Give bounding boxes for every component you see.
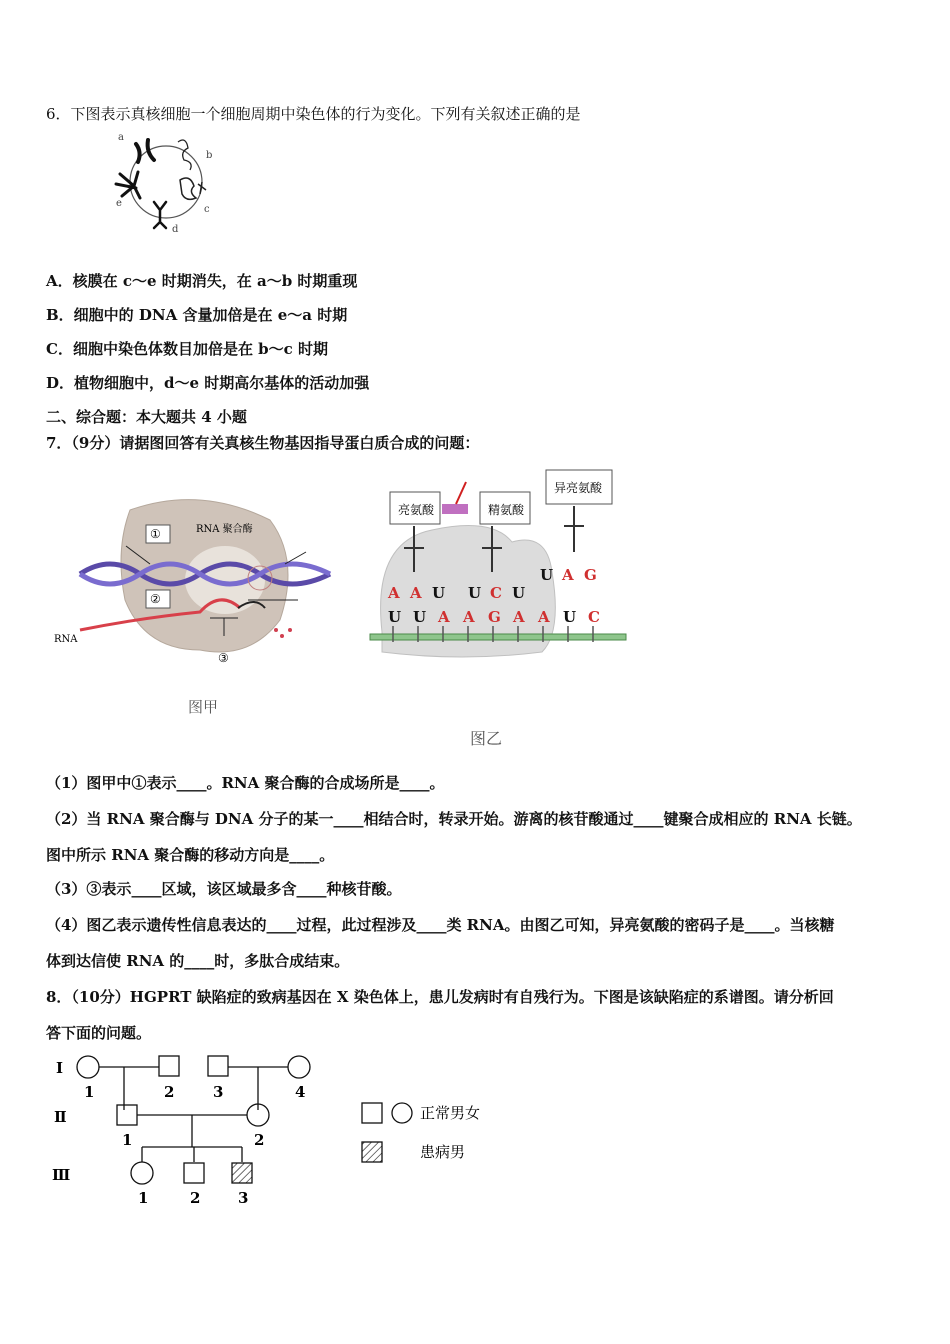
fig-label-b: b xyxy=(206,150,213,161)
mrna-base-9: C xyxy=(588,608,600,626)
figure-jia-caption: 图甲 xyxy=(188,698,219,716)
q6-option-a: A．核膜在 c～e 时期消失，在 a～b 时期重现 xyxy=(46,272,358,290)
gen1-male-2 xyxy=(159,1056,179,1076)
anticodon-3-base-1: U xyxy=(540,566,554,584)
gen1-female-4 xyxy=(288,1056,310,1078)
mrna-base-1: U xyxy=(388,608,402,626)
gen1-female-1 xyxy=(77,1056,99,1078)
q7-sub-3: （3）③表示____区域，该区域最多含____种核苷酸。 xyxy=(46,880,402,898)
g1-num-2: 2 xyxy=(164,1083,175,1101)
q8-stem-2: 答下面的问题。 xyxy=(46,1024,152,1042)
q7-sub-2-cont: 图中所示 RNA 聚合酶的移动方向是____。 xyxy=(46,846,335,864)
g3-num-3: 3 xyxy=(238,1189,249,1207)
g3-num-2: 2 xyxy=(190,1189,201,1207)
mrna-base-3: A xyxy=(438,608,450,626)
q7-sub-2: （2）当 RNA 聚合酶与 DNA 分子的某一____相结合时，转录开始。游离的核苷酸通过____键聚合成相应的 RNA 长链。 xyxy=(46,810,862,828)
legend-affected-male xyxy=(362,1142,382,1162)
g2-num-2: 2 xyxy=(254,1131,265,1149)
fig-label-d: d xyxy=(172,224,179,235)
gen-label-1: Ⅰ xyxy=(56,1059,64,1077)
mrna-base-8: U xyxy=(563,608,577,626)
q6-option-c: C．细胞中染色体数目加倍是在 b～c 时期 xyxy=(46,340,329,358)
anticodon-2-base-1: U xyxy=(468,584,482,602)
figure-yi-caption: 图乙 xyxy=(470,729,503,748)
legend-normal-male xyxy=(362,1103,382,1123)
mrna-base-4: A xyxy=(463,608,475,626)
g2-num-1: 1 xyxy=(122,1131,133,1149)
q6-stem: 6．下图表示真核细胞一个细胞周期中染色体的行为变化。下列有关叙述正确的是 xyxy=(46,105,581,123)
section-heading: 二、综合题：本大题共 4 小题 xyxy=(46,408,247,426)
fig-label-c: c xyxy=(204,204,210,215)
mrna-base-2: U xyxy=(413,608,427,626)
rna-polymerase-label: RNA 聚合酶 xyxy=(196,524,253,535)
aa-isoleucine: 异亮氨酸 xyxy=(554,481,603,495)
mrna-base-5: G xyxy=(488,608,501,626)
anticodon-1-base-1: A xyxy=(388,584,400,602)
gen3-female-1 xyxy=(131,1162,153,1184)
g1-num-3: 3 xyxy=(213,1083,224,1101)
figure-yi xyxy=(362,462,642,752)
anticodon-3-base-2: A xyxy=(562,566,574,584)
rna-label: RNA xyxy=(54,634,78,645)
q7-sub-1: （1）图甲中①表示____。RNA 聚合酶的合成场所是____。 xyxy=(46,774,445,792)
g3-num-1: 1 xyxy=(138,1189,149,1207)
mrna-base-6: A xyxy=(513,608,525,626)
anticodon-2-base-2: C xyxy=(490,584,502,602)
q7-sub-4-cont: 体到达信使 RNA 的____时，多肽合成结束。 xyxy=(46,952,350,970)
q7-stem: 7．（9分）请据图回答有关真核生物基因指导蛋白质合成的问题： xyxy=(46,434,480,452)
pedigree-chart xyxy=(46,1050,526,1220)
fig-label-a: a xyxy=(118,132,124,143)
cell-cycle-figure xyxy=(108,128,228,238)
marker-3: ③ xyxy=(218,651,229,665)
g1-num-1: 1 xyxy=(84,1083,95,1101)
anticodon-2-base-3: U xyxy=(512,584,526,602)
gen-label-3: Ⅲ xyxy=(52,1166,71,1184)
gen3-affected-male-3 xyxy=(232,1163,252,1183)
g1-num-4: 4 xyxy=(295,1083,306,1101)
legend-normal-label: 正常男女 xyxy=(420,1104,481,1122)
marker-1: ① xyxy=(150,527,161,541)
gen2-male-1 xyxy=(117,1105,137,1125)
anticodon-1-base-2: A xyxy=(410,584,422,602)
q6-option-d: D．植物细胞中，d～e 时期高尔基体的活动加强 xyxy=(46,374,370,392)
legend-affected-label: 患病男 xyxy=(420,1143,466,1161)
q7-sub-4: （4）图乙表示遗传性信息表达的____过程，此过程涉及____类 RNA。由图乙可知，异亮氨酸的密码子是____。当核糖 xyxy=(46,916,835,934)
gen3-male-2 xyxy=(184,1163,204,1183)
gen-label-2: Ⅱ xyxy=(54,1108,67,1126)
marker-2: ② xyxy=(150,592,161,606)
mrna-base-7: A xyxy=(538,608,550,626)
aa-arginine: 精氨酸 xyxy=(488,503,525,517)
anticodon-3-base-3: G xyxy=(584,566,597,584)
anticodon-1-base-3: U xyxy=(432,584,446,602)
q6-option-b: B．细胞中的 DNA 含量加倍是在 e～a 时期 xyxy=(46,306,348,324)
fig-label-e: e xyxy=(116,198,122,209)
aa-leucine: 亮氨酸 xyxy=(398,503,435,517)
q8-stem-1: 8．（10分）HGPRT 缺陷症的致病基因在 X 染色体上，患儿发病时有自残行为。下图是该缺陷症的系谱图。请分析回 xyxy=(46,988,834,1006)
legend-normal-female xyxy=(392,1103,412,1123)
gen1-male-3 xyxy=(208,1056,228,1076)
figure-jia xyxy=(50,490,350,720)
